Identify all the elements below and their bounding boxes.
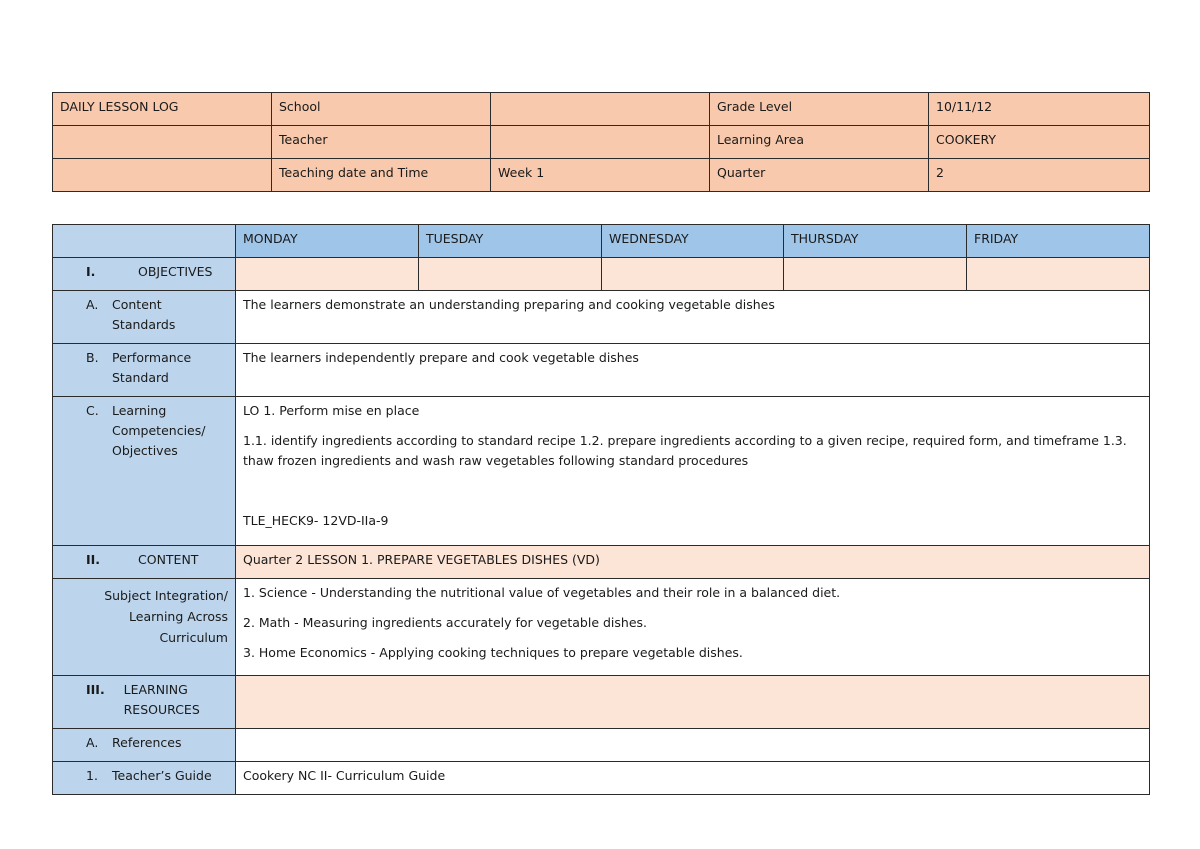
content-standards-text: The learners demonstrate an understanding preparing and cooking vegetable dishes <box>236 291 1150 344</box>
teacher-label: Teacher <box>272 126 491 159</box>
resources-cell <box>236 676 1150 729</box>
day-friday: FRIDAY <box>967 225 1150 258</box>
resources-heading <box>53 676 236 729</box>
school-label: School <box>272 93 491 126</box>
day-wednesday: WEDNESDAY <box>602 225 784 258</box>
competencies-label <box>53 397 236 546</box>
section-title: OBJECTIVES <box>138 264 213 279</box>
competency-code: TLE_HECK9- 12VD-IIa-9 <box>243 513 389 528</box>
content-text: Quarter 2 LESSON 1. PREPARE VEGETABLES DISHES (VD) <box>236 546 1150 579</box>
integration-item: 2. Math - Measuring ingredients accurately for vegetable dishes. <box>243 615 648 630</box>
objective-wednesday <box>602 258 784 291</box>
day-monday: MONDAY <box>236 225 419 258</box>
integration-item: 3. Home Economics - Applying cooking techniques to prepare vegetable dishes. <box>243 645 743 660</box>
item-marker: B. <box>86 350 99 365</box>
date-label: Teaching date and Time <box>272 159 491 192</box>
item-marker: C. <box>86 403 99 418</box>
header-table <box>52 92 1150 192</box>
quarter-value: 2 <box>929 159 1150 192</box>
content-row <box>53 546 1150 579</box>
integration-cell <box>236 579 1150 676</box>
objectives-row <box>53 258 1150 291</box>
objectives-heading <box>53 258 236 291</box>
objective-tuesday <box>419 258 602 291</box>
item-label: Teacher’s Guide <box>112 768 212 783</box>
header-row <box>53 126 1150 159</box>
header-row <box>53 159 1150 192</box>
item-label: References <box>112 735 182 750</box>
item-label: Content Standards <box>112 297 176 332</box>
grade-value: 10/11/12 <box>929 93 1150 126</box>
header-row <box>53 93 1150 126</box>
performance-standard-label <box>53 344 236 397</box>
learning-outcome: LO 1. Perform mise en place <box>243 403 420 418</box>
quarter-label: Quarter <box>710 159 929 192</box>
resources-row <box>53 676 1150 729</box>
area-label: Learning Area <box>710 126 929 159</box>
integration-item: 1. Science - Understanding the nutritional value of vegetables and their role in a balanced diet. <box>243 585 841 600</box>
teacher-value <box>491 126 710 159</box>
section-number: II. <box>86 552 101 567</box>
day-thursday: THURSDAY <box>784 225 967 258</box>
section-title: CONTENT <box>138 552 199 567</box>
lesson-table <box>52 224 1150 795</box>
grade-label: Grade Level <box>710 93 929 126</box>
day-tuesday: TUESDAY <box>419 225 602 258</box>
item-marker: 1. <box>86 768 98 783</box>
content-standards-label <box>53 291 236 344</box>
item-label: Performance Standard <box>112 350 192 385</box>
item-marker: A. <box>86 297 99 312</box>
objective-thursday <box>784 258 967 291</box>
teachers-guide-label <box>53 762 236 795</box>
teachers-guide-row <box>53 762 1150 795</box>
references-label <box>53 729 236 762</box>
section-number: III. <box>86 682 105 697</box>
days-row <box>53 225 1150 258</box>
item-marker: A. <box>86 735 99 750</box>
school-value <box>491 93 710 126</box>
empty-cell <box>53 126 272 159</box>
references-row <box>53 729 1150 762</box>
objective-monday <box>236 258 419 291</box>
content-heading <box>53 546 236 579</box>
objective-friday <box>967 258 1150 291</box>
section-title: LEARNING RESOURCES <box>123 682 200 717</box>
integration-row <box>53 579 1150 676</box>
item-label: Learning Competencies/ Objectives <box>112 403 206 458</box>
content-standards-row <box>53 291 1150 344</box>
competencies-cell <box>236 397 1150 546</box>
empty-cell <box>53 159 272 192</box>
integration-label: Subject Integration/ Learning Across Curriculum <box>53 579 236 676</box>
corner-cell <box>53 225 236 258</box>
log-title: DAILY LESSON LOG <box>53 93 272 126</box>
references-cell <box>236 729 1150 762</box>
date-value: Week 1 <box>491 159 710 192</box>
performance-standard-row <box>53 344 1150 397</box>
competency-details: 1.1. identify ingredients according to standard recipe 1.2. prepare ingredients according to a given recipe, required form, and timeframe 1.3. thaw frozen ingredients and wash raw vegetables following standard procedures <box>243 433 1127 468</box>
area-value: COOKERY <box>929 126 1150 159</box>
competencies-row <box>53 397 1150 546</box>
section-number: I. <box>86 264 96 279</box>
performance-standard-text: The learners independently prepare and cook vegetable dishes <box>236 344 1150 397</box>
teachers-guide-text: Cookery NC II- Curriculum Guide <box>236 762 1150 795</box>
